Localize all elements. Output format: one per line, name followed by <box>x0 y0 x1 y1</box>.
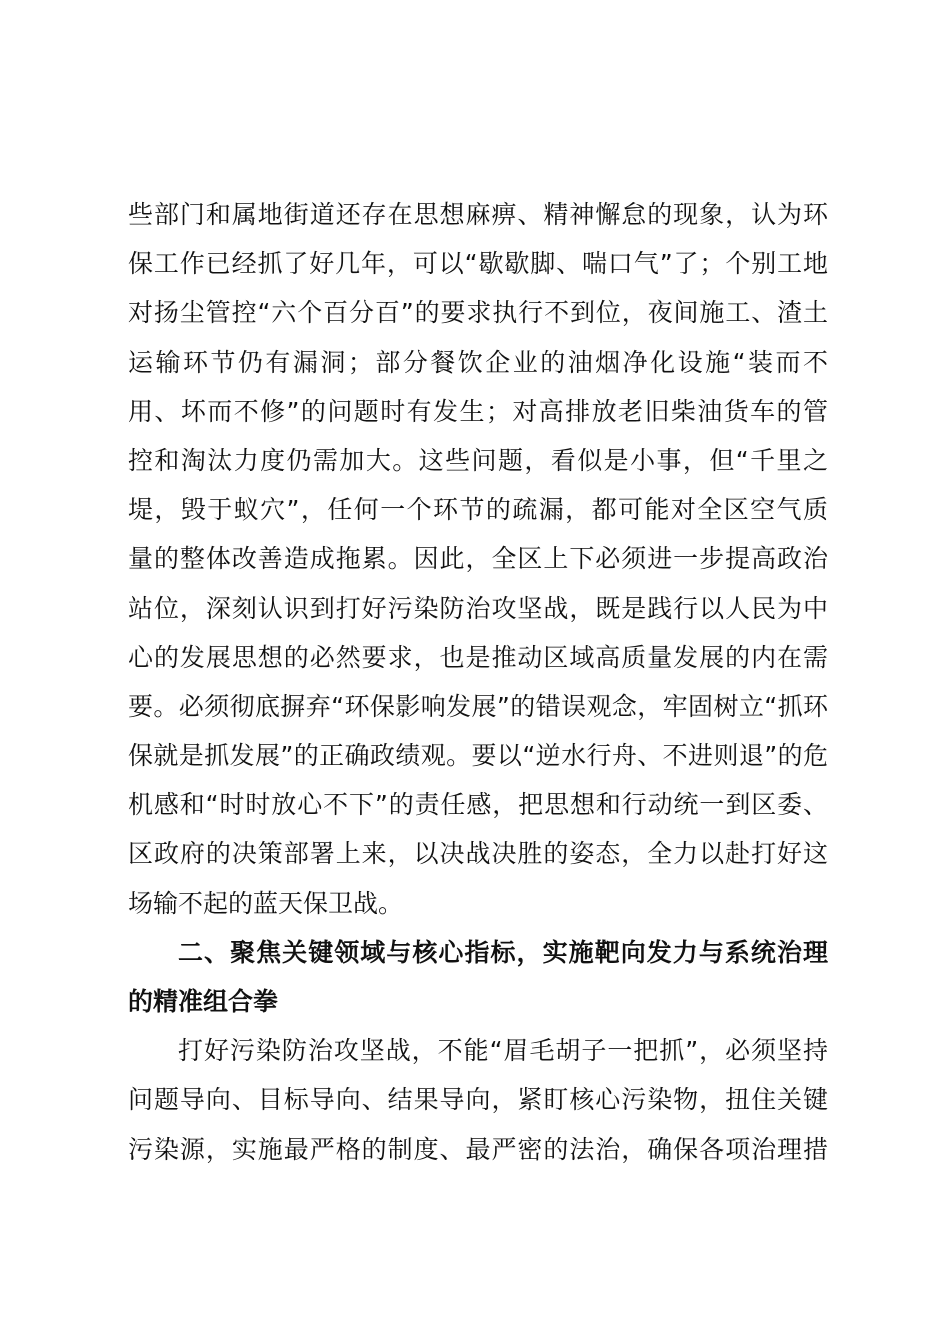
paragraph-2-line: 问题导向、目标导向、结果导向，紧盯核心污染物，扭住关键 <box>128 1085 828 1115</box>
paragraph-1-line: 站位，深刻认识到打好污染防治攻坚战，既是践行以人民为中 <box>128 593 828 623</box>
paragraph-1-line: 些部门和属地街道还存在思想麻痹、精神懈怠的现象，认为环 <box>128 200 828 229</box>
paragraph-1-line: 心的发展思想的必然要求，也是推动区域高质量发展的内在需 <box>128 642 828 672</box>
paragraph-1-line: 区政府的决策部署上来，以决战决胜的姿态，全力以赴打好这 <box>128 839 828 869</box>
paragraph-2-line: 污染源，实施最严格的制度、最严密的法治，确保各项治理措 <box>128 1134 828 1164</box>
paragraph-1-line: 量的整体改善造成拖累。因此，全区上下必须进一步提高政治 <box>128 544 828 574</box>
section-heading-line: 二、聚焦关键领域与核心指标，实施靶向发力与系统治理 <box>178 937 828 967</box>
document-body <box>128 190 828 1174</box>
paragraph-1-line: 堤，毁于蚁穴”，任何一个环节的疏漏，都可能对全区空气质 <box>128 495 828 525</box>
paragraph-1-line: 机感和“时时放心不下”的责任感，把思想和行动统一到区委、 <box>128 790 828 820</box>
paragraph-1-line: 要。必须彻底摒弃“环保影响发展”的错误观念，牢固树立“抓环 <box>128 691 828 721</box>
section-heading-line: 的精准组合拳 <box>128 987 279 1016</box>
paragraph-1-line: 保工作已经抓了好几年，可以“歇歇脚、喘口气”了；个别工地 <box>128 249 828 279</box>
paragraph-1-line: 控和淘汰力度仍需加大。这些问题，看似是小事，但“千里之 <box>128 445 828 475</box>
paragraph-1-line: 用、坏而不修”的问题时有发生；对高排放老旧柴油货车的管 <box>128 396 828 426</box>
paragraph-1 <box>128 190 828 928</box>
section-heading-2 <box>128 928 828 1026</box>
paragraph-1-line: 对扬尘管控“六个百分百”的要求执行不到位，夜间施工、渣土 <box>128 298 828 328</box>
paragraph-1-line: 场输不起的蓝天保卫战。 <box>128 888 404 918</box>
paragraph-2-line: 打好污染防治攻坚战，不能“眉毛胡子一把抓”，必须坚持 <box>178 1036 828 1066</box>
paragraph-1-line: 保就是抓发展”的正确政绩观。要以“逆水行舟、不进则退”的危 <box>128 741 828 771</box>
paragraph-2 <box>128 1026 828 1174</box>
paragraph-1-line: 运输环节仍有漏洞；部分餐饮企业的油烟净化设施“装而不 <box>128 347 828 377</box>
